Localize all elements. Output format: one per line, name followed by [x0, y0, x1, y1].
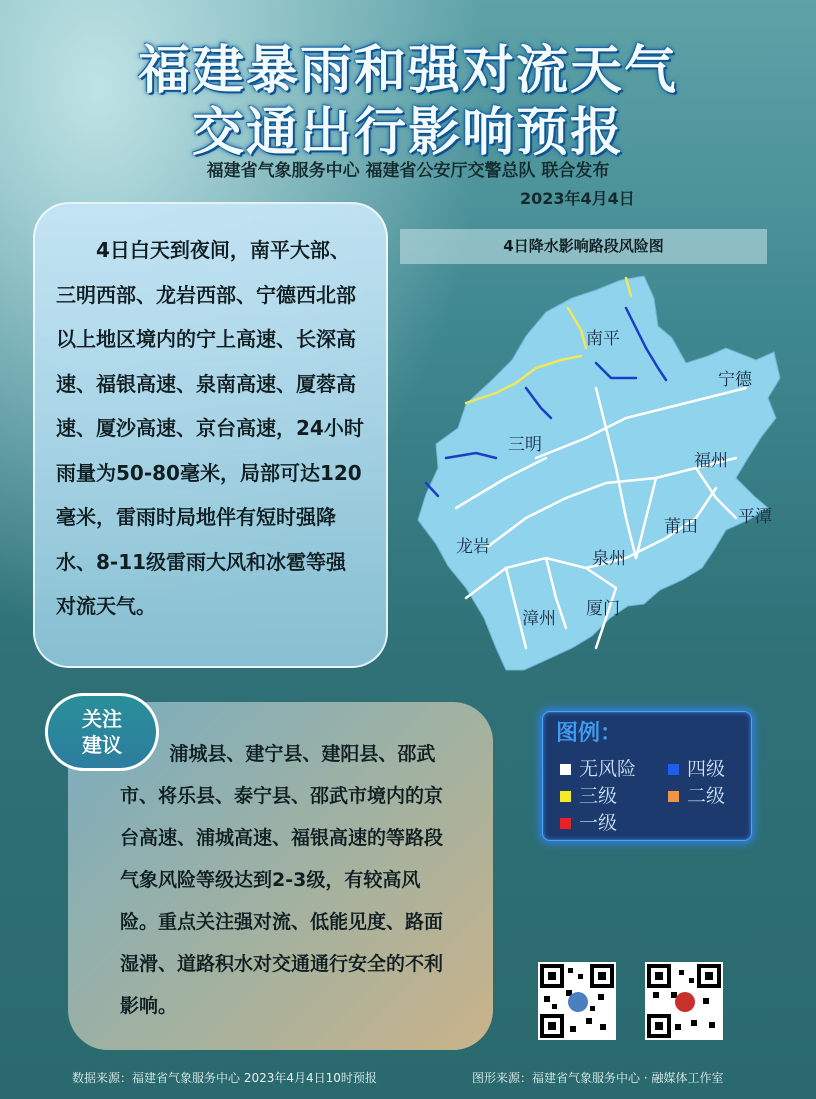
title-line-1: 福建暴雨和强对流天气 [137, 41, 678, 101]
title-line-2: 交通出行影响预报 [191, 103, 624, 163]
city-label-ningde: 宁德 [718, 370, 752, 390]
city-label-nanping: 南平 [586, 329, 620, 349]
legend-swatch [668, 764, 679, 775]
police-badge-icon [675, 992, 695, 1012]
advice-badge-line2: 建议 [82, 733, 122, 757]
legend-swatch [560, 791, 571, 802]
city-label-zhangzhou: 漳州 [522, 609, 556, 629]
legend-item-level-2: 二级 [668, 781, 725, 808]
advice-badge-line1: 关注 [82, 707, 122, 731]
risk-map [396, 268, 796, 688]
city-label-fuzhou: 福州 [694, 451, 728, 471]
city-label-xiamen: 厦门 [586, 599, 620, 619]
legend-item-level-1: 一级 [560, 808, 617, 835]
forecast-text: 4日白天到夜间，南平大部、三明西部、龙岩西部、宁德西北部以上地区境内的宁上高速、长深高速、福银高速、泉南高速、厦蓉高速、厦沙高速、京台高速，24小时雨量为50-80毫米，局部可达120毫米，雷雨时局地伴有短时强降水、8-11级雷雨大风和冰雹等强对流天气。 [56, 238, 364, 618]
legend-swatch [668, 791, 679, 802]
weather-logo-icon [568, 992, 588, 1012]
advice-text: 浦城县、建宁县、建阳县、邵武市、将乐县、泰宁县、邵武市境内的京台高速、浦城高速、福银高速的等路段气象风险等级达到2-3级，有较高风险。重点关注强对流、低能见度、路面湿滑、道路积水对交通通行安全的不利影响。 [120, 743, 444, 1017]
map-title: 4日降水影响路段风险图 [400, 229, 767, 264]
legend-swatch [560, 764, 571, 775]
legend-item-level-4: 四级 [668, 754, 725, 781]
legend-title: 图例： [556, 721, 623, 746]
city-label-putian: 莆田 [664, 517, 698, 537]
city-label-quanzhou: 泉州 [592, 549, 626, 569]
legend-item-no-risk: 无风险 [560, 754, 636, 781]
city-label-longyan: 龙岩 [456, 537, 490, 557]
publish-date: 2023年4月4日 [520, 189, 635, 208]
footer-data-source: 数据来源：福建省气象服务中心 2023年4月4日10时预报 [72, 1071, 377, 1085]
footer-graphic-source: 图形来源：福建省气象服务中心 · 融媒体工作室 [472, 1071, 724, 1085]
city-label-pingtan: 平潭 [738, 507, 772, 527]
legend-item-level-3: 三级 [560, 781, 617, 808]
qr-code-weather[interactable] [538, 962, 616, 1040]
publisher: 福建省气象服务中心 福建省公安厅交警总队 联合发布 [206, 161, 610, 181]
city-label-sanming: 三明 [508, 435, 542, 455]
legend-swatch [560, 818, 571, 829]
qr-code-police[interactable] [645, 962, 723, 1040]
